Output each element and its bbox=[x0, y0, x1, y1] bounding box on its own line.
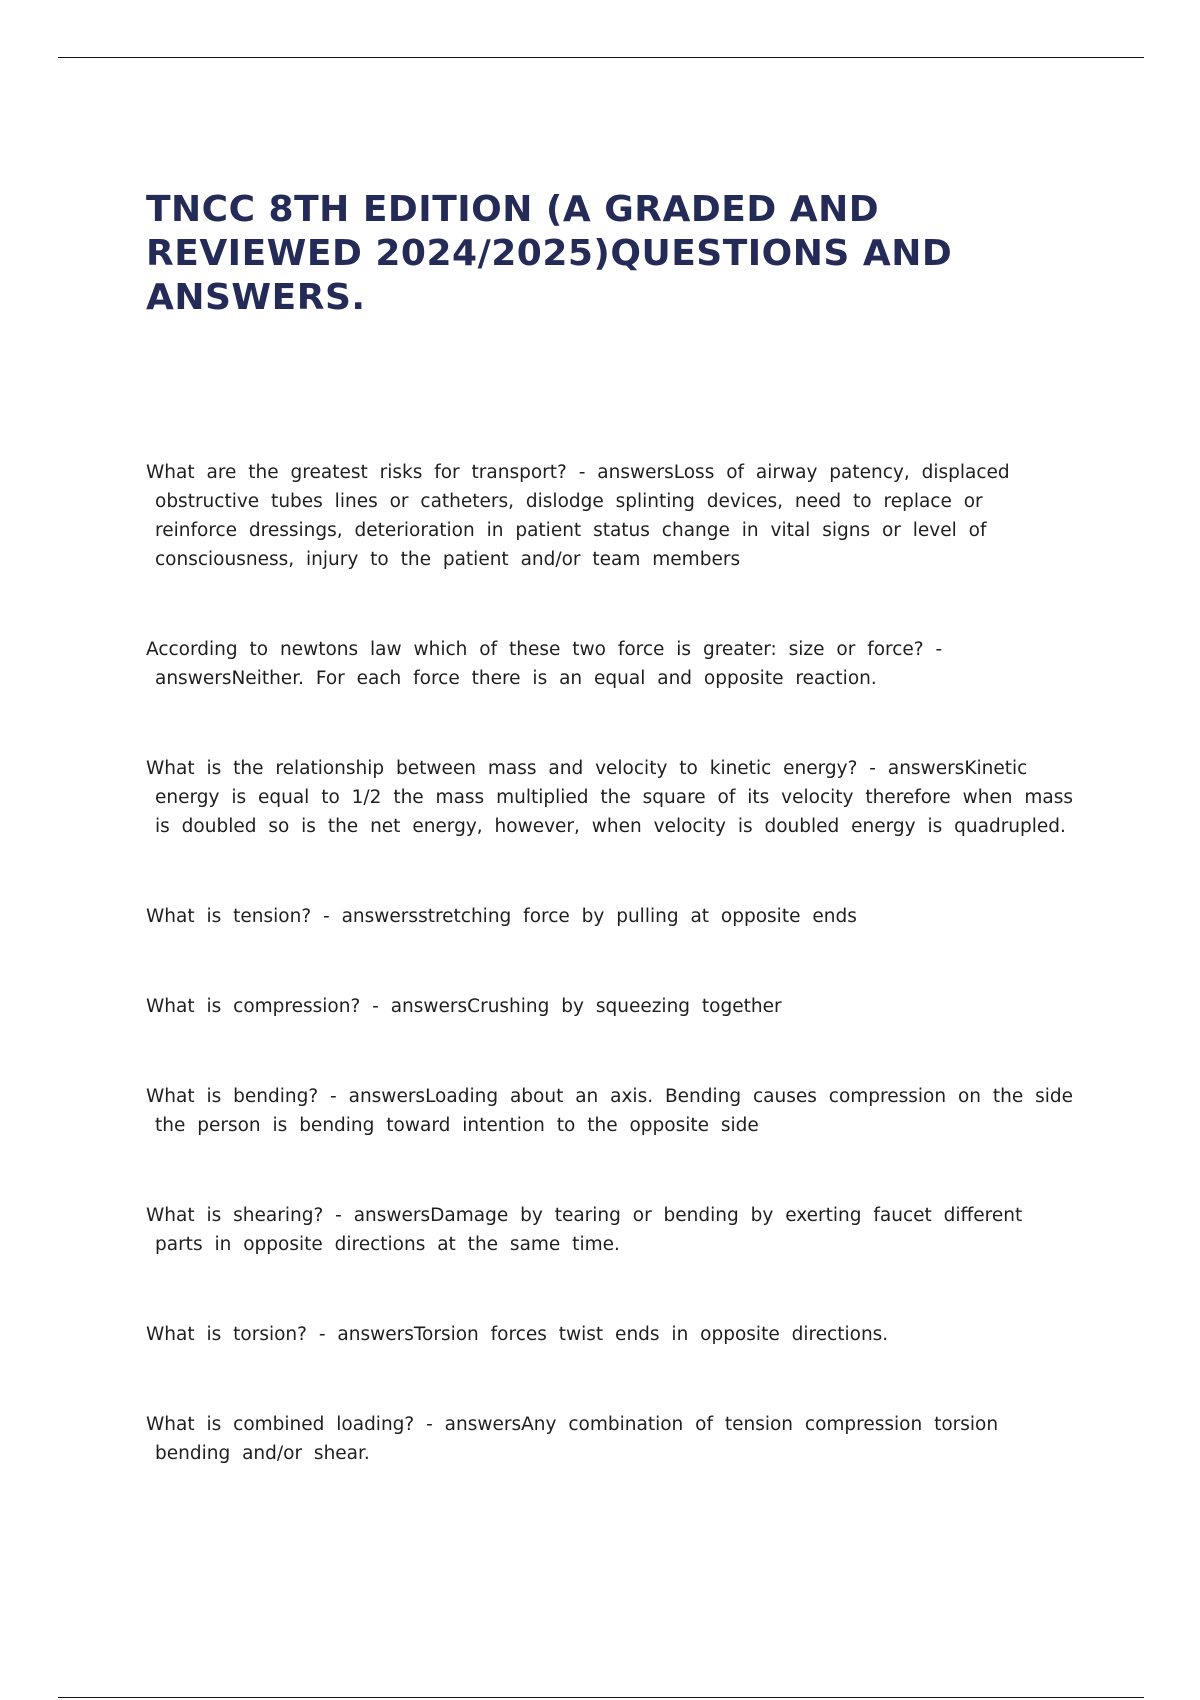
answer-separator: - answers bbox=[857, 758, 965, 779]
document-title: TNCC 8TH EDITION (A GRADED AND REVIEWED 2024/2025)QUESTIONS AND ANSWERS. bbox=[146, 189, 953, 318]
answer-text: stretching force by pulling at opposite ends bbox=[418, 906, 857, 927]
answer-separator: - answers bbox=[360, 996, 468, 1017]
qa-item bbox=[146, 1201, 1076, 1259]
qa-item bbox=[146, 1082, 1076, 1140]
qa-item bbox=[146, 902, 1076, 931]
answer-text: Any combination of tension compression torsion bending and/or shear. bbox=[155, 1414, 999, 1464]
answer-separator: - answers bbox=[414, 1414, 522, 1435]
answer-text: Damage by tearing or bending by exerting faucet different parts in opposite directions at the same time. bbox=[155, 1205, 1023, 1255]
answer-separator: - answers bbox=[323, 1205, 431, 1226]
answer-text: Kinetic energy is equal to 1/2 the mass multiplied the square of its velocity therefore when mass is doubled so is the net energy, however, when velocity is doubled energy is quadrupled. bbox=[155, 758, 1074, 837]
answer-separator: - answers bbox=[318, 1086, 426, 1107]
question-text: What is the relationship between mass and velocity to kinetic energy? bbox=[146, 758, 858, 779]
question-text: What is bending? bbox=[146, 1086, 319, 1107]
answer-separator: - answers bbox=[566, 462, 674, 483]
qa-item bbox=[146, 1410, 1076, 1468]
question-text: What is tension? bbox=[146, 906, 312, 927]
bottom-rule bbox=[58, 1697, 1144, 1698]
answer-separator: - answers bbox=[311, 906, 419, 927]
question-text: What is combined loading? bbox=[146, 1414, 415, 1435]
question-text: What are the greatest risks for transport? bbox=[146, 462, 567, 483]
answer-text: Loss of airway patency, displaced obstructive tubes lines or catheters, dislodge splinting devices, need to replace or reinforce dressings, deterioration in patient status change in vital signs or level of consciousness, injury to the patient and/or team members bbox=[155, 462, 1010, 570]
question-text: What is torsion? bbox=[146, 1324, 307, 1345]
answer-text: Torsion forces twist ends in opposite directions. bbox=[413, 1324, 889, 1345]
question-text: According to newtons law which of these two force is greater: size or force? bbox=[146, 639, 924, 660]
answer-text: Crushing by squeezing together bbox=[467, 996, 782, 1017]
answer-text: Neither. For each force there is an equal and opposite reaction. bbox=[231, 668, 877, 689]
qa-item bbox=[146, 992, 1076, 1021]
qa-item bbox=[146, 754, 1076, 841]
answer-separator: - answers bbox=[306, 1324, 414, 1345]
answer-separator: - answers bbox=[155, 639, 943, 689]
question-text: What is shearing? bbox=[146, 1205, 324, 1226]
qa-item bbox=[146, 635, 1076, 693]
top-rule bbox=[58, 57, 1144, 58]
answer-text: Loading about an axis. Bending causes compression on the side the person is bending toward intention to the opposite side bbox=[155, 1086, 1074, 1136]
qa-item bbox=[146, 1320, 1076, 1349]
question-text: What is compression? bbox=[146, 996, 361, 1017]
qa-item bbox=[146, 458, 1076, 574]
qa-list bbox=[146, 458, 1076, 1468]
